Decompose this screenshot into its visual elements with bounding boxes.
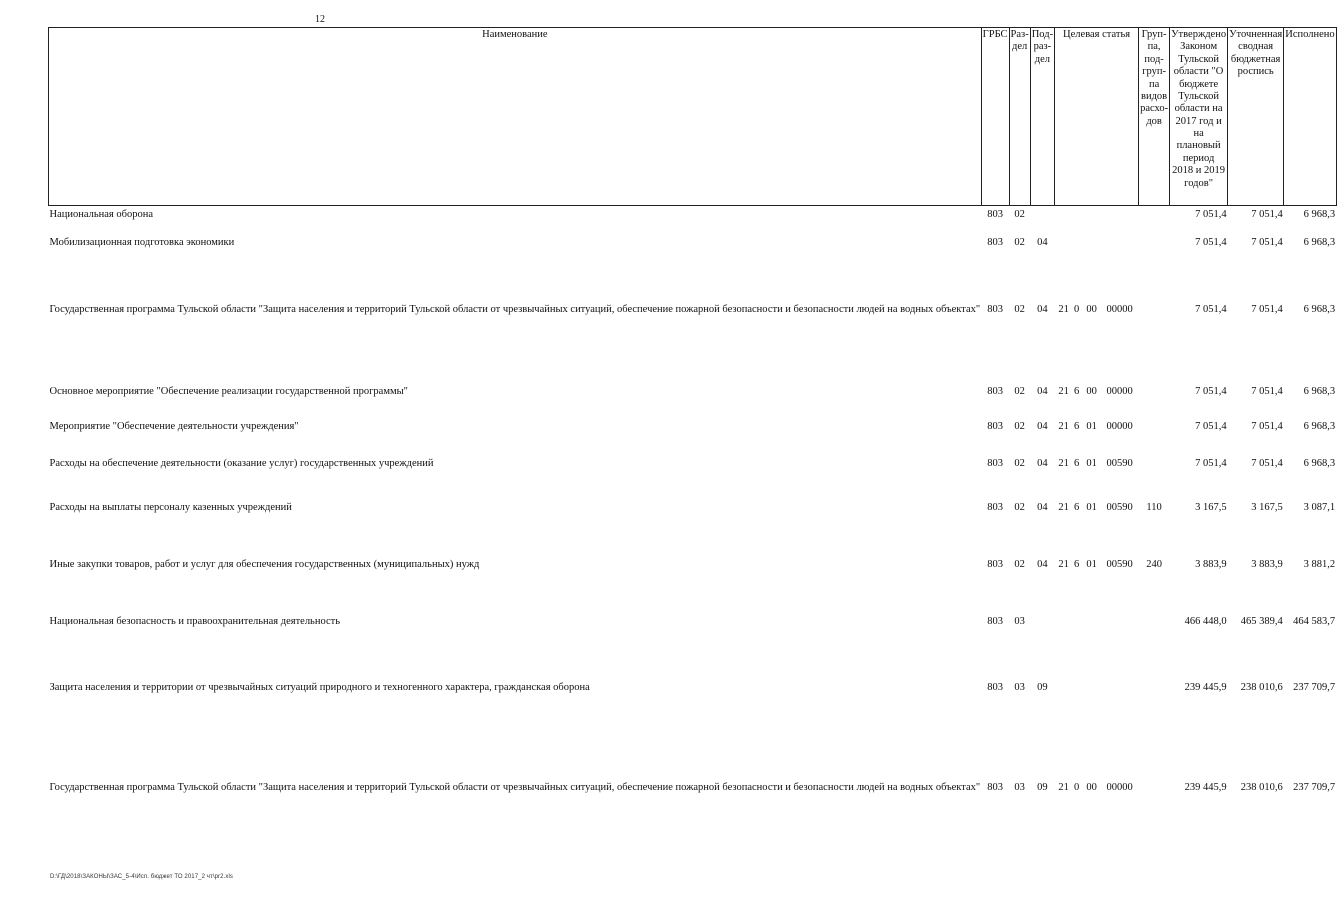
row-refined: 238 010,6	[1240, 782, 1283, 794]
row-executed: 6 968,3	[1303, 421, 1336, 433]
row-podrazdel: 09	[1037, 682, 1048, 694]
row-razdel: 02	[1014, 209, 1025, 221]
row-refined: 7 051,4	[1251, 304, 1283, 316]
target-event: 01	[1086, 502, 1097, 514]
row-group: 240	[1146, 559, 1162, 571]
row-refined: 7 051,4	[1251, 458, 1283, 470]
target-direction: 00590	[1106, 458, 1133, 470]
row-name: Иные закупки товаров, работ и услуг для обеспечения государственных (муниципальных) нужд	[49, 559, 480, 571]
file-path-footer: D:\ГД\2018\ЗАКОНЫ\ЗАС_5-4\Исп. бюджет ТО 2017_2 чт\pr2.xls	[50, 874, 233, 880]
target-program: 21	[1058, 421, 1069, 433]
row-name: Расходы на выплаты персоналу казенных учреждений	[49, 502, 292, 514]
target-subprogram: 0	[1073, 782, 1080, 794]
row-approved: 239 445,9	[1184, 682, 1227, 694]
row-target	[1055, 734, 1139, 844]
row-group	[1139, 644, 1170, 734]
row-podrazdel: 04	[1037, 458, 1048, 470]
target-subprogram: 6	[1073, 559, 1080, 571]
row-approved: 3 167,5	[1195, 502, 1227, 514]
table-header-row	[49, 28, 1337, 206]
row-refined: 238 010,6	[1240, 682, 1283, 694]
table-row	[49, 644, 1337, 734]
row-approved: 7 051,4	[1195, 237, 1227, 249]
header-razdel: Раз-дел	[1009, 28, 1030, 206]
row-executed: 6 968,3	[1303, 304, 1336, 316]
row-refined: 7 051,4	[1251, 386, 1283, 398]
row-target	[1055, 488, 1139, 530]
row-refined: 7 051,4	[1251, 237, 1283, 249]
row-name: Национальная оборона	[49, 209, 153, 221]
row-group	[1139, 602, 1170, 644]
row-target	[1055, 250, 1139, 372]
row-group	[1139, 372, 1170, 414]
row-name: Государственная программа Тульской области "Защита населения и территорий Тульской области от чрезвычайных ситуаций, обеспечение пожарной безопасности и безопасности людей на водных объектах"	[49, 782, 981, 794]
row-executed: 6 968,3	[1303, 209, 1336, 221]
row-executed: 237 709,7	[1293, 782, 1336, 794]
row-grbs: 803	[987, 237, 1003, 249]
row-podrazdel: 04	[1037, 559, 1048, 571]
target-direction: 00000	[1106, 386, 1133, 398]
row-razdel: 03	[1014, 616, 1025, 628]
row-podrazdel: 04	[1037, 386, 1048, 398]
row-refined: 465 389,4	[1240, 616, 1283, 628]
target-program: 21	[1058, 502, 1069, 514]
row-target	[1055, 414, 1139, 442]
row-executed: 3 881,2	[1303, 559, 1336, 571]
row-razdel: 02	[1014, 421, 1025, 433]
target-program: 21	[1058, 559, 1069, 571]
row-group	[1139, 222, 1170, 250]
row-approved: 239 445,9	[1184, 782, 1227, 794]
header-group: Груп-па, под-груп-па видов расхо-дов	[1139, 28, 1170, 206]
header-grbs: ГРБС	[981, 28, 1009, 206]
target-subprogram: 0	[1073, 304, 1080, 316]
table-row	[49, 602, 1337, 644]
row-grbs: 803	[987, 458, 1003, 470]
row-name: Мероприятие "Обеспечение деятельности учреждения"	[49, 421, 299, 433]
row-podrazdel: 04	[1037, 304, 1048, 316]
row-refined: 7 051,4	[1251, 421, 1283, 433]
row-grbs: 803	[987, 209, 1003, 221]
row-grbs: 803	[987, 304, 1003, 316]
row-approved: 7 051,4	[1195, 458, 1227, 470]
row-grbs: 803	[987, 782, 1003, 794]
row-approved: 7 051,4	[1195, 386, 1227, 398]
row-group	[1139, 250, 1170, 372]
row-grbs: 803	[987, 386, 1003, 398]
table-row	[49, 414, 1337, 442]
table-row	[49, 734, 1337, 844]
target-subprogram: 6	[1073, 502, 1080, 514]
row-grbs: 803	[987, 421, 1003, 433]
row-razdel: 03	[1014, 682, 1025, 694]
row-name: Расходы на обеспечение деятельности (оказание услуг) государственных учреждений	[49, 458, 434, 470]
row-grbs: 803	[987, 559, 1003, 571]
row-razdel: 03	[1014, 782, 1025, 794]
target-direction: 00590	[1106, 559, 1133, 571]
row-approved: 7 051,4	[1195, 421, 1227, 433]
row-group	[1139, 414, 1170, 442]
header-executed: Исполнено	[1284, 28, 1336, 206]
header-name: Наименование	[49, 28, 982, 206]
row-razdel: 02	[1014, 458, 1025, 470]
row-podrazdel: 04	[1037, 237, 1048, 249]
row-approved: 7 051,4	[1195, 209, 1227, 221]
budget-table	[48, 27, 1337, 844]
row-approved: 7 051,4	[1195, 304, 1227, 316]
row-podrazdel: 09	[1037, 782, 1048, 794]
target-direction: 00000	[1106, 304, 1133, 316]
row-grbs: 803	[987, 502, 1003, 514]
row-executed: 3 087,1	[1303, 502, 1336, 514]
row-executed: 464 583,7	[1293, 616, 1336, 628]
row-razdel: 02	[1014, 502, 1025, 514]
header-refined: Уточненная сводная бюджетная роспись	[1228, 28, 1284, 206]
row-executed: 237 709,7	[1293, 682, 1336, 694]
row-executed: 6 968,3	[1303, 237, 1336, 249]
header-approved: Утверждено Законом Тульской области "О бюджете Тульской области на 2017 год и на плановый период 2018 и 2019 годов"	[1170, 28, 1228, 206]
row-razdel: 02	[1014, 237, 1025, 249]
row-target	[1055, 206, 1139, 222]
target-event: 01	[1086, 421, 1097, 433]
row-target	[1055, 222, 1139, 250]
row-podrazdel	[1030, 206, 1054, 222]
target-event: 01	[1086, 559, 1097, 571]
target-program: 21	[1058, 458, 1069, 470]
target-program: 21	[1058, 386, 1069, 398]
row-grbs: 803	[987, 682, 1003, 694]
target-subprogram: 6	[1073, 458, 1080, 470]
target-subprogram: 6	[1073, 421, 1080, 433]
row-group	[1139, 206, 1170, 222]
row-name: Государственная программа Тульской области "Защита населения и территорий Тульской области от чрезвычайных ситуаций, обеспечение пожарной безопасности и безопасности людей на водных объектах"	[49, 304, 981, 316]
row-name: Защита населения и территории от чрезвычайных ситуаций природного и техногенного характера, гражданская оборона	[49, 682, 590, 694]
target-event: 00	[1086, 304, 1097, 316]
row-target	[1055, 644, 1139, 734]
table-row	[49, 442, 1337, 488]
target-direction: 00000	[1106, 421, 1133, 433]
row-razdel: 02	[1014, 304, 1025, 316]
row-razdel: 02	[1014, 386, 1025, 398]
header-target: Целевая статья	[1055, 28, 1139, 206]
row-executed: 6 968,3	[1303, 386, 1336, 398]
row-podrazdel: 04	[1037, 502, 1048, 514]
row-podrazdel	[1030, 602, 1054, 644]
row-refined: 3 883,9	[1251, 559, 1283, 571]
row-executed: 6 968,3	[1303, 458, 1336, 470]
target-event: 01	[1086, 458, 1097, 470]
target-subprogram: 6	[1073, 386, 1080, 398]
row-name: Основное мероприятие "Обеспечение реализации государственной программы"	[49, 386, 408, 398]
table-row	[49, 372, 1337, 414]
target-event: 00	[1086, 782, 1097, 794]
table-row	[49, 250, 1337, 372]
header-podrazdel: Под-раз-дел	[1030, 28, 1054, 206]
target-event: 00	[1086, 386, 1097, 398]
row-target	[1055, 530, 1139, 602]
target-direction: 00590	[1106, 502, 1133, 514]
row-target	[1055, 602, 1139, 644]
row-name: Мобилизационная подготовка экономики	[49, 237, 235, 249]
target-program: 21	[1058, 304, 1069, 316]
row-grbs: 803	[987, 616, 1003, 628]
row-name: Национальная безопасность и правоохранительная деятельность	[49, 616, 341, 628]
row-podrazdel: 04	[1037, 421, 1048, 433]
row-group: 110	[1146, 502, 1162, 514]
row-target	[1055, 372, 1139, 414]
table-row	[49, 530, 1337, 602]
row-approved: 466 448,0	[1184, 616, 1227, 628]
row-approved: 3 883,9	[1195, 559, 1227, 571]
row-refined: 3 167,5	[1251, 502, 1283, 514]
table-row	[49, 488, 1337, 530]
page-number: 12	[315, 14, 325, 25]
target-direction: 00000	[1106, 782, 1133, 794]
row-group	[1139, 734, 1170, 844]
table-row	[49, 222, 1337, 250]
target-program: 21	[1058, 782, 1069, 794]
row-razdel: 02	[1014, 559, 1025, 571]
row-refined: 7 051,4	[1251, 209, 1283, 221]
table-row	[49, 206, 1337, 222]
row-target	[1055, 442, 1139, 488]
row-group	[1139, 442, 1170, 488]
